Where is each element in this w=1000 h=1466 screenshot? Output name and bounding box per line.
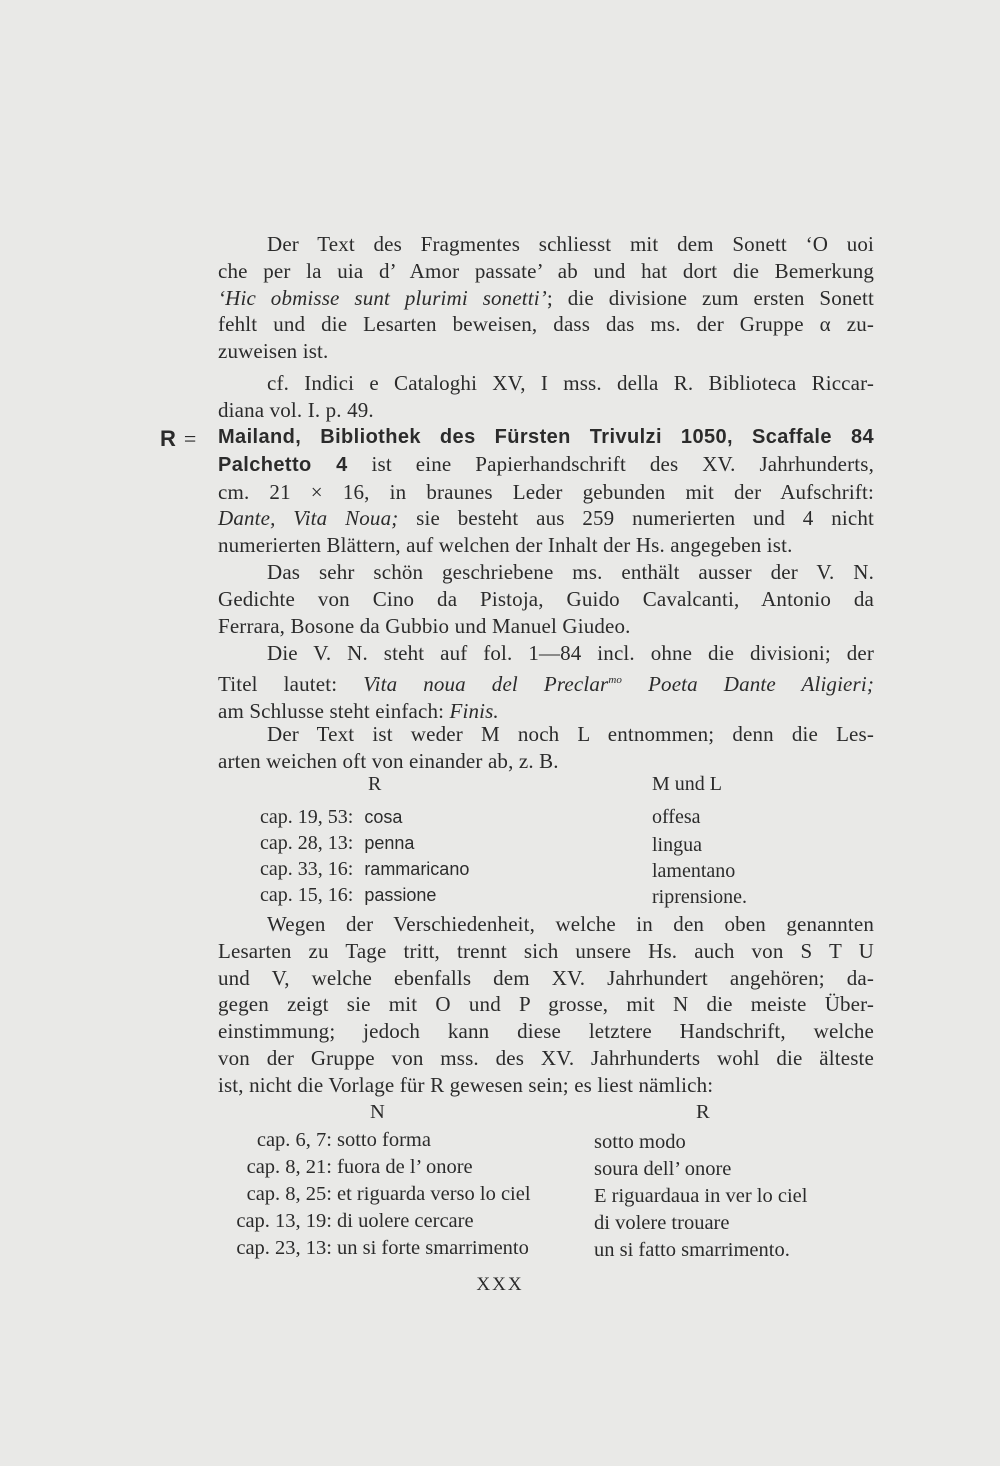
- reading-r: soura dell’ onore: [594, 1158, 732, 1180]
- text-line: Das sehr schön geschriebene ms. enthält ausser der V. N.: [267, 560, 874, 584]
- paragraph-manuscript-entry: [218, 424, 874, 559]
- text-span: Titel lautet:: [218, 671, 364, 696]
- text-line: fehlt und die Lesarten beweisen, dass das ms. der Gruppe α zu-: [218, 312, 874, 337]
- text-line: Ferrara, Bosone da Gubbio und Manuel Giudeo.: [218, 613, 631, 638]
- table-row-right: offesa: [652, 806, 701, 828]
- reading-r: un si fatto smarrimento.: [594, 1239, 790, 1261]
- italic-finis: Finis.: [449, 698, 499, 723]
- text-line: ist, nicht die Vorlage für R gewesen sein; es liest nämlich:: [218, 1072, 714, 1097]
- reading-r: passione: [364, 885, 437, 905]
- text-line: che per la uia d’ Amor passate’ ab und hat dort die Bemerkung: [218, 258, 874, 283]
- paragraph-contents: [218, 559, 874, 639]
- cap-ref: cap. 6, 7:: [256, 1129, 332, 1151]
- text-line: arten weichen oft von einander ab, z. B.: [218, 748, 559, 773]
- superscript: mo: [608, 673, 623, 686]
- cap-ref: cap. 8, 21:: [246, 1156, 332, 1178]
- text-line: und V, welche ebenfalls dem XV. Jahrhundert angehören; da-: [218, 965, 874, 990]
- table-row-right: lamentano: [652, 860, 736, 882]
- page-number: XXX: [476, 1274, 524, 1295]
- reading-n: un si forte smarrimento: [337, 1237, 529, 1259]
- reading-n: sotto forma: [337, 1129, 431, 1151]
- paragraph-reference: [218, 370, 874, 424]
- text-line: cf. Indici e Cataloghi XV, I mss. della R. Biblioteca Riccar-: [267, 371, 874, 395]
- text-span: Poeta Dante Aligieri;: [622, 671, 874, 696]
- text-line: Lesarten zu Tage tritt, trennt sich unsere Hs. auch von S T U: [218, 938, 874, 963]
- text-line: Wegen der Verschiedenheit, welche in den oben genannten: [267, 912, 874, 936]
- text-line: cm. 21 × 16, in braunes Leder gebunden mit der Aufschrift:: [218, 479, 874, 504]
- paragraph-comparison: [218, 911, 874, 1099]
- text-span: am Schlusse steht einfach:: [218, 698, 450, 723]
- table-header: M und L: [652, 773, 722, 795]
- table-header: R: [696, 1101, 710, 1123]
- text-line: Der Text ist weder M noch L entnommen; denn die Les-: [267, 722, 874, 746]
- text-line: von der Gruppe von mss. des XV. Jahrhunderts wohl die älteste: [218, 1045, 874, 1070]
- equals-sign: =: [183, 426, 197, 451]
- reading-n: et riguarda verso lo ciel: [337, 1183, 531, 1205]
- table-row: [260, 858, 469, 881]
- manuscript-sigil: [160, 426, 196, 452]
- text-span: Vita noua del Preclar: [363, 671, 609, 696]
- table-header: N: [370, 1101, 385, 1123]
- text-line: zuweisen ist.: [218, 339, 329, 364]
- text-line: [218, 285, 874, 312]
- text-line: [218, 451, 874, 479]
- cap-ref: cap. 8, 25:: [246, 1183, 332, 1205]
- entry-heading: Mailand, Bibliothek des Fürsten Trivulzi 1050, Scaffale 84: [218, 426, 874, 448]
- italic-quote: ‘Hic obmisse sunt plurimi sonetti’: [218, 285, 547, 310]
- reading-r: E riguardaua in ver lo ciel: [594, 1185, 808, 1207]
- reading-n: di uolere cercare: [337, 1210, 474, 1232]
- text-line: Gedichte von Cino da Pistoja, Guido Cavalcanti, Antonio da: [218, 586, 874, 611]
- entry-heading-cont: Palchetto 4: [218, 453, 348, 476]
- table-row-right: riprensione.: [652, 886, 747, 908]
- text-line: Der Text des Fragmentes schliesst mit dem Sonett ‘O uoi: [267, 232, 874, 256]
- reading-n: fuora de l’ onore: [337, 1156, 473, 1178]
- text-line: [218, 505, 874, 532]
- cap-ref: cap. 33, 16:: [260, 858, 354, 880]
- paragraph-folio: [218, 640, 874, 724]
- cap-ref: cap. 23, 13:: [236, 1237, 332, 1259]
- sigil-letter: R: [160, 426, 176, 451]
- italic-title: [363, 672, 874, 696]
- reading-r: cosa: [364, 807, 403, 827]
- text-span: ist eine Papierhandschrift des XV. Jahrhunderts,: [347, 451, 874, 476]
- cap-ref: cap. 13, 19:: [236, 1210, 332, 1232]
- table-header: R: [368, 773, 382, 795]
- text-line: Die V. N. steht auf fol. 1—84 incl. ohne die divisioni; der: [267, 641, 874, 665]
- text-span: ; die divisione zum ersten Sonett: [546, 285, 874, 310]
- table-row: [260, 832, 414, 855]
- reading-r: penna: [364, 833, 415, 853]
- italic-title: Dante, Vita Noua;: [218, 506, 399, 531]
- text-span: sie besteht aus 259 numerierten und 4 nicht: [398, 506, 874, 531]
- reading-r: sotto modo: [594, 1131, 686, 1153]
- paragraph-readings: [218, 721, 874, 775]
- table-row: [260, 806, 402, 829]
- table-row: [260, 884, 436, 907]
- cap-ref: cap. 15, 16:: [260, 884, 354, 906]
- text-line: numerierten Blättern, auf welchen der Inhalt der Hs. angegeben ist.: [218, 533, 793, 558]
- paragraph-fragment-text: [218, 231, 874, 365]
- text-line: gegen zeigt sie mit O und P grosse, mit N die meiste Über-: [218, 992, 874, 1017]
- text-line: [218, 667, 874, 698]
- table-row-right: lingua: [652, 834, 702, 856]
- cap-ref: cap. 28, 13:: [260, 832, 354, 854]
- cap-ref: cap. 19, 53:: [260, 806, 354, 828]
- text-line: einstimmung; jedoch kann diese letztere Handschrift, welche: [218, 1019, 874, 1044]
- reading-r: di volere trouare: [594, 1212, 730, 1234]
- text-line: diana vol. I. p. 49.: [218, 397, 374, 422]
- reading-r: rammaricano: [364, 859, 470, 879]
